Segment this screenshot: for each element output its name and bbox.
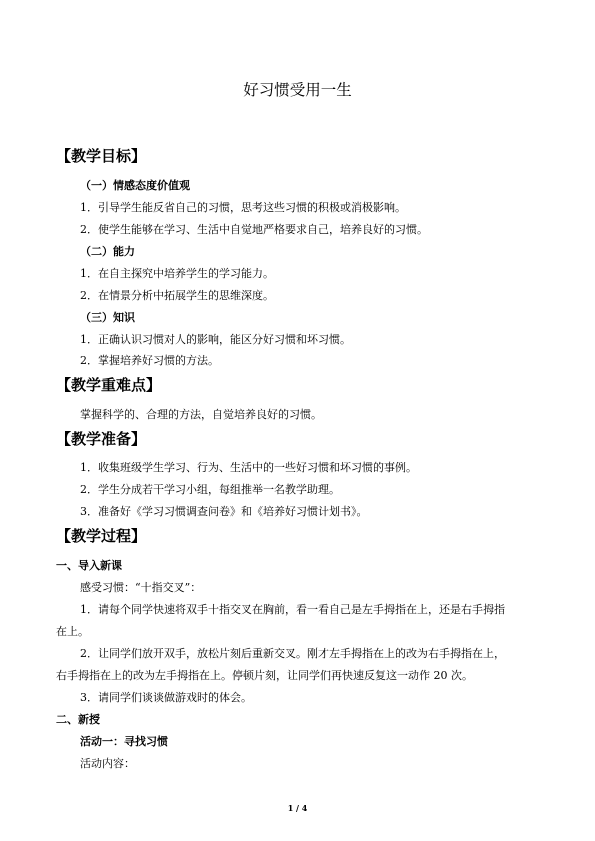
list-item: 3．准备好《学习习惯调查问卷》和《培养好习惯计划书》。	[80, 505, 368, 518]
section-heading-goals: 【教学目标】	[56, 147, 147, 165]
list-item: 1．引导学生能反省自己的习惯，思考这些习惯的积极或消极影响。	[80, 201, 406, 214]
list-item: 1．收集班级学生学习、行为、生活中的一些好习惯和坏习惯的事例。	[80, 461, 417, 474]
list-item: 2．掌握培养好习惯的方法。	[80, 354, 219, 367]
paragraph: 3．请同学们谈谈做游戏时的体会。	[80, 691, 252, 704]
part-heading-intro: 一、导入新课	[56, 559, 122, 572]
key-points-text: 掌握科学的、合理的方法，自觉培养良好的习惯。	[80, 408, 322, 421]
list-item: 2．在情景分析中拓展学生的思维深度。	[80, 289, 274, 302]
paragraph: 2．让同学们放开双手，放松片刻后重新交叉。刚才左手拇指在上的改为右手拇指在上，	[80, 647, 505, 660]
paragraph: 活动内容：	[80, 757, 135, 770]
section-heading-preparation: 【教学准备】	[56, 430, 147, 448]
list-item: 2．学生分成若干学习小组，每组推举一名教学助理。	[80, 483, 340, 496]
document-title: 好习惯受用一生	[243, 81, 352, 99]
list-item: 1．在自主探究中培养学生的学习能力。	[80, 267, 274, 280]
paragraph: 1．请每个同学快速将双手十指交叉在胸前，看一看自己是左手拇指在上，还是右手拇指	[80, 603, 505, 616]
section-heading-key-points: 【教学重难点】	[56, 376, 162, 394]
subheading-values: （一）情感态度价值观	[80, 179, 190, 192]
subheading-ability: （二）能力	[80, 245, 135, 258]
list-item: 2．使学生能够在学习、生活中自觉地严格要求自己，培养良好的习惯。	[80, 223, 428, 236]
part-heading-new: 二、新授	[56, 713, 100, 726]
page-number: 1 / 4	[287, 803, 308, 813]
paragraph: 右手拇指在上的改为左手拇指在上。停顿片刻，让同学们再快速反复这一动作 20 次。	[56, 669, 473, 682]
section-heading-process: 【教学过程】	[56, 527, 147, 545]
subheading-knowledge: （三）知识	[80, 311, 135, 324]
paragraph: 在上。	[56, 625, 89, 638]
paragraph: 感受习惯：“十指交叉”：	[80, 581, 202, 594]
activity-heading: 活动一：寻找习惯	[80, 735, 168, 748]
list-item: 1．正确认识习惯对人的影响，能区分好习惯和坏习惯。	[80, 333, 351, 346]
